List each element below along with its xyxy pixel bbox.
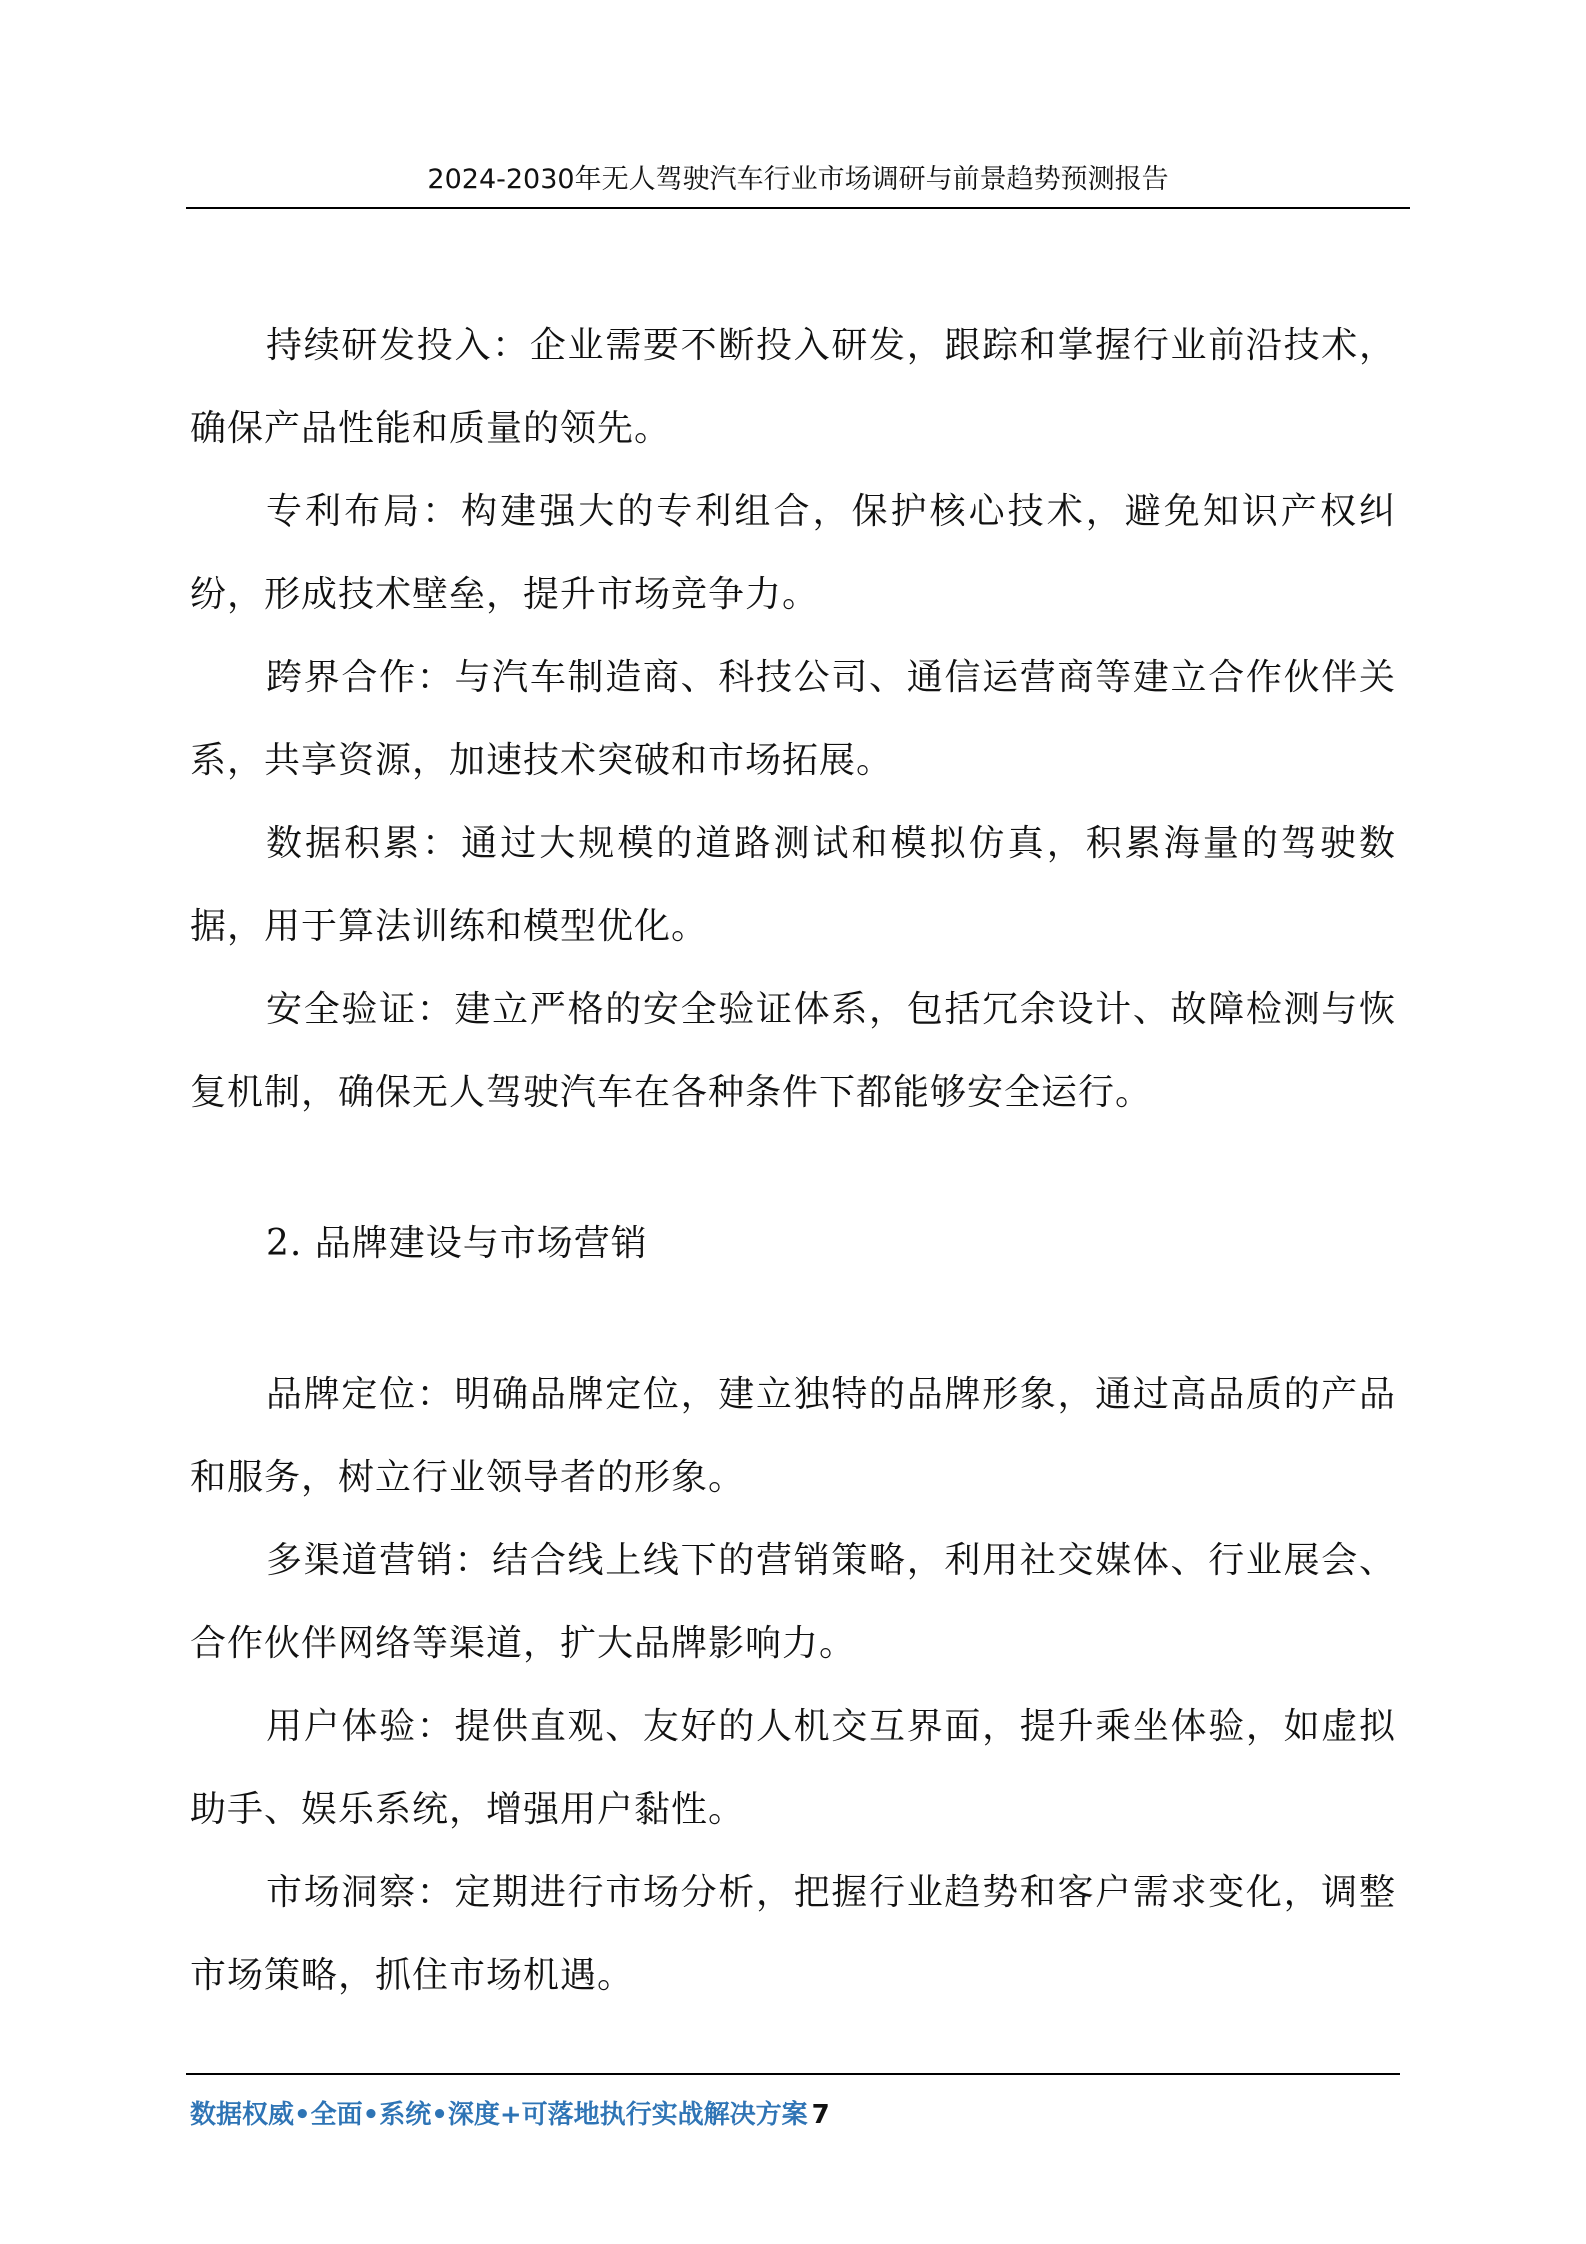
paragraph-safety-verification: 安全验证：建立严格的安全验证体系，包括冗余设计、故障检测与恢复机制，确保无人驾驶汽车在各种条件下都能够安全运行。	[190, 989, 1396, 1113]
paragraph-brand-positioning: 品牌定位：明确品牌定位，建立独特的品牌形象，通过高品质的产品和服务，树立行业领导者的形象。	[190, 1374, 1396, 1498]
paragraph-market-insight: 市场洞察：定期进行市场分析，把握行业趋势和客户需求变化，调整市场策略，抓住市场机遇。	[190, 1872, 1396, 1996]
document-header-title: 2024-2030年无人驾驶汽车行业市场调研与前景趋势预测报告	[427, 164, 1169, 195]
page-number: 7	[811, 2100, 830, 2130]
footer-slogan: 数据权威•全面•系统•深度+可落地执行实战解决方案	[190, 2100, 808, 2130]
paragraph-rd-investment: 持续研发投入：企业需要不断投入研发，跟踪和掌握行业前沿技术，确保产品性能和质量的领先。	[190, 325, 1396, 449]
paragraph-patent-layout: 专利布局：构建强大的专利组合，保护核心技术，避免知识产权纠纷，形成技术壁垒，提升市场竞争力。	[190, 491, 1396, 615]
paragraph-user-experience: 用户体验：提供直观、友好的人机交互界面，提升乘坐体验，如虚拟助手、娱乐系统，增强用户黏性。	[190, 1706, 1396, 1830]
section-heading-brand-marketing: 2. 品牌建设与市场营销	[266, 1223, 648, 1264]
paragraph-multichannel-marketing: 多渠道营销：结合线上线下的营销策略，利用社交媒体、行业展会、合作伙伴网络等渠道，扩大品牌影响力。	[190, 1540, 1396, 1664]
paragraph-cross-industry-cooperation: 跨界合作：与汽车制造商、科技公司、通信运营商等建立合作伙伴关系，共享资源，加速技术突破和市场拓展。	[190, 657, 1396, 781]
document-body	[190, 304, 1396, 2017]
page-footer	[190, 2097, 830, 2133]
paragraph-data-accumulation: 数据积累：通过大规模的道路测试和模拟仿真，积累海量的驾驶数据，用于算法训练和模型优化。	[190, 823, 1396, 947]
footer-divider	[186, 2073, 1400, 2075]
header-divider	[186, 207, 1410, 209]
